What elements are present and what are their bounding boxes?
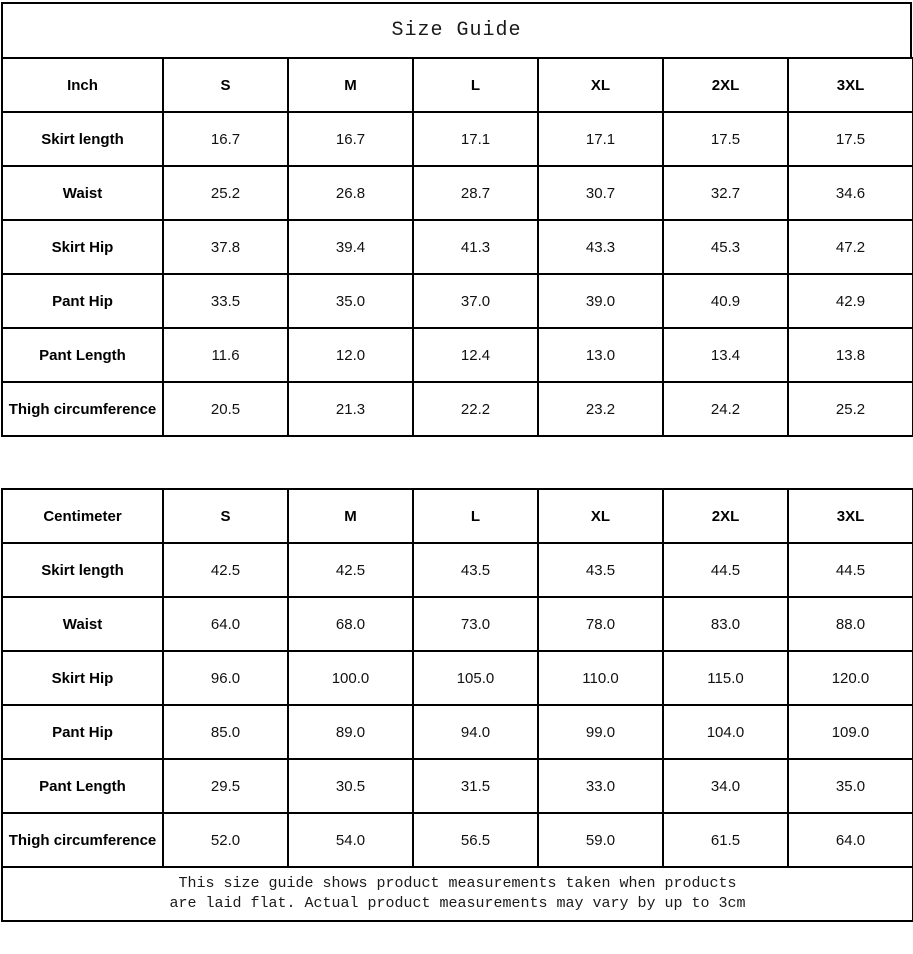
table-row xyxy=(2,328,913,382)
table-row xyxy=(2,705,913,759)
measurement-value-cell: 41.3 xyxy=(413,220,538,274)
table-row xyxy=(2,166,913,220)
measurement-value-cell: 26.8 xyxy=(288,166,413,220)
table-row xyxy=(2,112,913,166)
measurement-value-cell: 115.0 xyxy=(663,651,788,705)
page-title: Size Guide xyxy=(1,2,912,59)
measurement-value-cell: 33.5 xyxy=(163,274,288,328)
unit-header-cell: Centimeter xyxy=(2,489,163,543)
size-header-cell: 2XL xyxy=(663,489,788,543)
inch-header-row xyxy=(2,58,913,112)
size-header-cell: L xyxy=(413,489,538,543)
measurement-value-cell: 13.0 xyxy=(538,328,663,382)
centimeter-header-row xyxy=(2,489,913,543)
measurement-label-cell: Waist xyxy=(2,597,163,651)
measurement-value-cell: 105.0 xyxy=(413,651,538,705)
measurement-label-cell: Skirt Hip xyxy=(2,220,163,274)
measurement-value-cell: 34.6 xyxy=(788,166,913,220)
table-row xyxy=(2,543,913,597)
size-header-cell: XL xyxy=(538,58,663,112)
measurement-value-cell: 43.3 xyxy=(538,220,663,274)
measurement-value-cell: 40.9 xyxy=(663,274,788,328)
size-header-cell: XL xyxy=(538,489,663,543)
measurement-value-cell: 99.0 xyxy=(538,705,663,759)
measurement-value-cell: 31.5 xyxy=(413,759,538,813)
measurement-value-cell: 43.5 xyxy=(538,543,663,597)
measurement-value-cell: 32.7 xyxy=(663,166,788,220)
inch-table xyxy=(1,57,913,437)
unit-header-cell: Inch xyxy=(2,58,163,112)
measurement-value-cell: 30.5 xyxy=(288,759,413,813)
measurement-value-cell: 42.5 xyxy=(288,543,413,597)
measurement-value-cell: 54.0 xyxy=(288,813,413,867)
measurement-value-cell: 39.4 xyxy=(288,220,413,274)
table-row xyxy=(2,651,913,705)
measurement-label-cell: Skirt Hip xyxy=(2,651,163,705)
measurement-value-cell: 64.0 xyxy=(788,813,913,867)
measurement-value-cell: 120.0 xyxy=(788,651,913,705)
measurement-value-cell: 110.0 xyxy=(538,651,663,705)
measurement-label-cell: Thigh circumference xyxy=(2,813,163,867)
measurement-label-cell: Pant Hip xyxy=(2,705,163,759)
table-row xyxy=(2,813,913,867)
measurement-value-cell: 24.2 xyxy=(663,382,788,436)
measurement-value-cell: 12.4 xyxy=(413,328,538,382)
size-header-cell: S xyxy=(163,489,288,543)
measurement-value-cell: 37.0 xyxy=(413,274,538,328)
measurement-value-cell: 17.1 xyxy=(538,112,663,166)
measurement-label-cell: Skirt length xyxy=(2,543,163,597)
measurement-value-cell: 17.1 xyxy=(413,112,538,166)
measurement-value-cell: 85.0 xyxy=(163,705,288,759)
measurement-value-cell: 39.0 xyxy=(538,274,663,328)
measurement-value-cell: 23.2 xyxy=(538,382,663,436)
table-row xyxy=(2,220,913,274)
table-row xyxy=(2,274,913,328)
measurement-value-cell: 109.0 xyxy=(788,705,913,759)
centimeter-table xyxy=(1,488,913,922)
measurement-value-cell: 33.0 xyxy=(538,759,663,813)
measurement-value-cell: 89.0 xyxy=(288,705,413,759)
table-gap xyxy=(1,437,912,490)
measurement-value-cell: 25.2 xyxy=(788,382,913,436)
footer-note xyxy=(2,867,913,921)
measurement-label-cell: Waist xyxy=(2,166,163,220)
measurement-value-cell: 25.2 xyxy=(163,166,288,220)
measurement-value-cell: 94.0 xyxy=(413,705,538,759)
measurement-value-cell: 29.5 xyxy=(163,759,288,813)
table-row xyxy=(2,759,913,813)
size-header-cell: S xyxy=(163,58,288,112)
measurement-value-cell: 96.0 xyxy=(163,651,288,705)
measurement-value-cell: 22.2 xyxy=(413,382,538,436)
measurement-value-cell: 100.0 xyxy=(288,651,413,705)
measurement-value-cell: 61.5 xyxy=(663,813,788,867)
measurement-value-cell: 21.3 xyxy=(288,382,413,436)
footer-note-line-1: This size guide shows product measurements taken when products xyxy=(178,874,737,892)
measurement-value-cell: 52.0 xyxy=(163,813,288,867)
measurement-value-cell: 44.5 xyxy=(663,543,788,597)
measurement-value-cell: 30.7 xyxy=(538,166,663,220)
measurement-value-cell: 104.0 xyxy=(663,705,788,759)
size-header-cell: L xyxy=(413,58,538,112)
measurement-value-cell: 13.8 xyxy=(788,328,913,382)
measurement-value-cell: 59.0 xyxy=(538,813,663,867)
measurement-value-cell: 20.5 xyxy=(163,382,288,436)
measurement-value-cell: 83.0 xyxy=(663,597,788,651)
measurement-value-cell: 16.7 xyxy=(288,112,413,166)
measurement-value-cell: 34.0 xyxy=(663,759,788,813)
measurement-value-cell: 56.5 xyxy=(413,813,538,867)
footer-note-line-2: are laid flat. Actual product measurements may vary by up to 3cm xyxy=(169,895,746,912)
measurement-value-cell: 64.0 xyxy=(163,597,288,651)
measurement-value-cell: 43.5 xyxy=(413,543,538,597)
measurement-value-cell: 88.0 xyxy=(788,597,913,651)
measurement-value-cell: 44.5 xyxy=(788,543,913,597)
measurement-value-cell: 11.6 xyxy=(163,328,288,382)
measurement-label-cell: Thigh circumference xyxy=(2,382,163,436)
measurement-value-cell: 42.5 xyxy=(163,543,288,597)
centimeter-table-body xyxy=(2,543,913,867)
size-header-cell: 3XL xyxy=(788,58,913,112)
measurement-label-cell: Skirt length xyxy=(2,112,163,166)
measurement-value-cell: 17.5 xyxy=(788,112,913,166)
size-header-cell: 3XL xyxy=(788,489,913,543)
measurement-value-cell: 17.5 xyxy=(663,112,788,166)
measurement-label-cell: Pant Length xyxy=(2,328,163,382)
measurement-value-cell: 16.7 xyxy=(163,112,288,166)
measurement-value-cell: 13.4 xyxy=(663,328,788,382)
measurement-value-cell: 28.7 xyxy=(413,166,538,220)
measurement-value-cell: 45.3 xyxy=(663,220,788,274)
size-header-cell: M xyxy=(288,58,413,112)
measurement-value-cell: 68.0 xyxy=(288,597,413,651)
table-row xyxy=(2,382,913,436)
measurement-value-cell: 35.0 xyxy=(288,274,413,328)
measurement-value-cell: 47.2 xyxy=(788,220,913,274)
measurement-value-cell: 78.0 xyxy=(538,597,663,651)
measurement-value-cell: 35.0 xyxy=(788,759,913,813)
measurement-value-cell: 42.9 xyxy=(788,274,913,328)
measurement-label-cell: Pant Length xyxy=(2,759,163,813)
measurement-value-cell: 12.0 xyxy=(288,328,413,382)
measurement-value-cell: 37.8 xyxy=(163,220,288,274)
inch-table-body xyxy=(2,112,913,436)
measurement-value-cell: 73.0 xyxy=(413,597,538,651)
footer-note-row xyxy=(2,867,913,921)
table-row xyxy=(2,597,913,651)
measurement-label-cell: Pant Hip xyxy=(2,274,163,328)
size-header-cell: M xyxy=(288,489,413,543)
size-header-cell: 2XL xyxy=(663,58,788,112)
